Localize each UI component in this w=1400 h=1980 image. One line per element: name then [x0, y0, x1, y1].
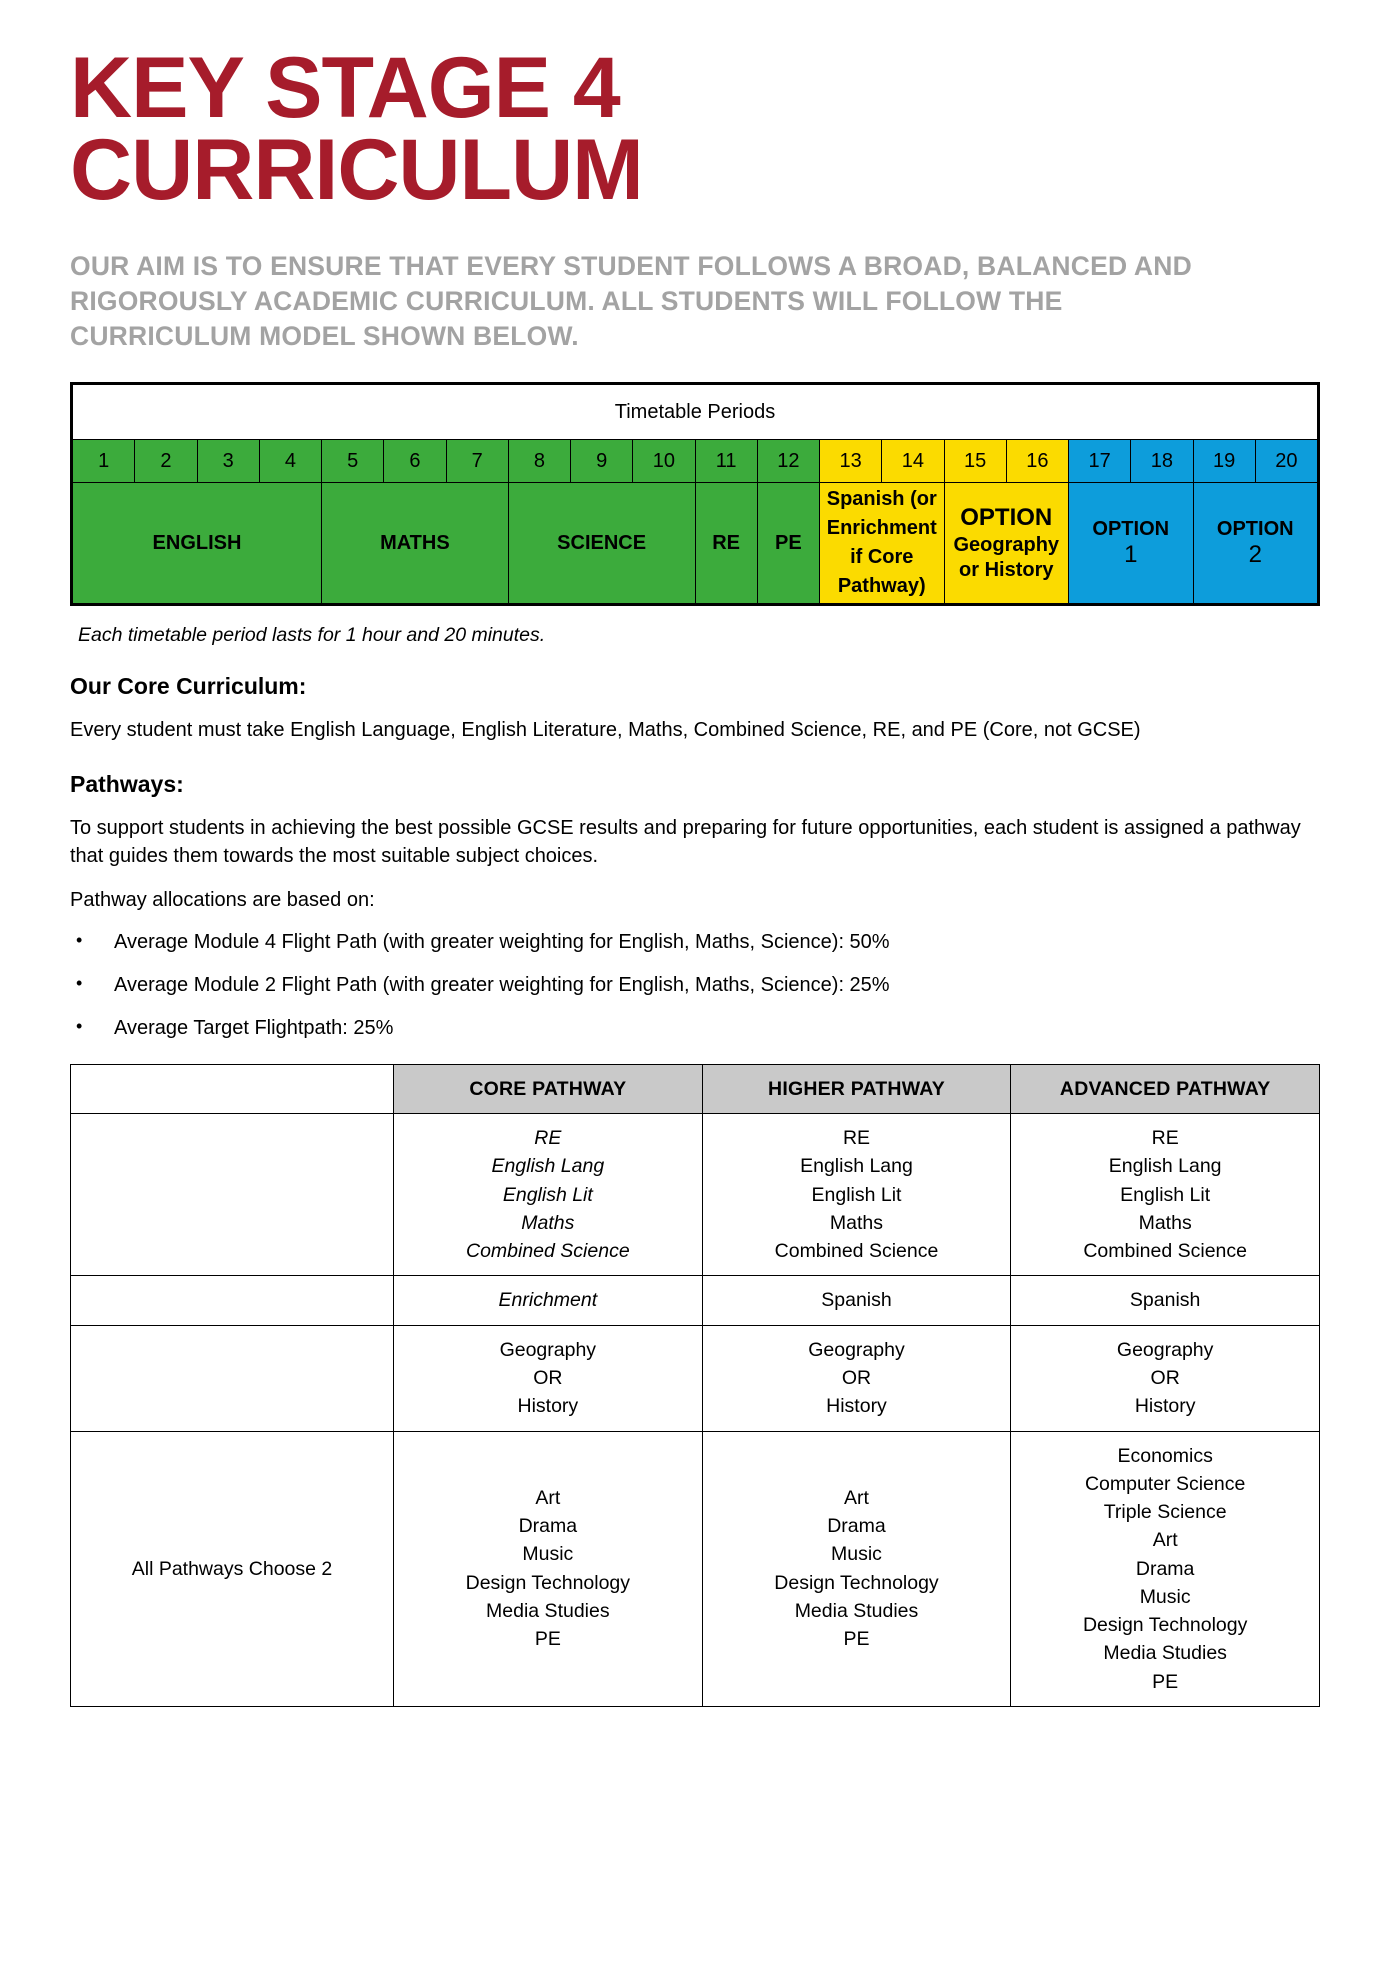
pathways-table	[70, 1064, 1320, 1707]
subject-item: Spanish	[1129, 1289, 1201, 1312]
subject-item: Combined Science	[1083, 1240, 1247, 1263]
option-gh-line1: Geography	[953, 534, 1060, 557]
subject-spanish-enrichment	[820, 483, 945, 604]
list-item: • Average Module 4 Flight Path (with greater weighting for English, Maths, Science): 50%	[70, 929, 1330, 956]
option-1-number: 1	[1124, 540, 1138, 568]
subject-item: PE	[1152, 1670, 1179, 1693]
period-cell-2: 2	[135, 440, 197, 483]
subject-item: Combined Science	[465, 1240, 630, 1263]
subject-item: English Lang	[800, 1155, 913, 1178]
timetable	[70, 382, 1320, 606]
subject-item: English Lit	[1120, 1183, 1211, 1206]
option-2-title: OPTION	[1216, 517, 1294, 540]
subject-item: Drama	[1135, 1557, 1195, 1580]
subject-item: Art	[1152, 1529, 1178, 1552]
timetable-heading: Timetable Periods	[73, 385, 1318, 440]
period-cell-12: 12	[757, 440, 819, 483]
subject-item: Music	[1139, 1585, 1191, 1608]
list-item: • Average Target Flightpath: 25%	[70, 1015, 1330, 1042]
table-row	[71, 1276, 1320, 1325]
subject-item: Drama	[518, 1515, 578, 1538]
pathways-intro-text: To support students in achieving the best possible GCSE results and preparing for future opportunities, each student is assigned a pathway that guides them towards the most suitable subject choices.	[70, 816, 1301, 868]
period-cell-3: 3	[197, 440, 259, 483]
spanish-or-text: (or	[904, 488, 937, 511]
subject-item: Maths	[829, 1211, 884, 1234]
period-cell-14: 14	[882, 440, 944, 483]
subject-pe: PE	[757, 483, 819, 604]
pathways-header-core: CORE PATHWAY	[394, 1064, 703, 1113]
period-cell-15: 15	[944, 440, 1006, 483]
subject-item: Geography	[1116, 1338, 1214, 1361]
cell-language-core	[394, 1276, 703, 1325]
page-title-line-2: CURRICULUM	[70, 121, 643, 218]
period-cell-11: 11	[695, 440, 757, 483]
list-item: • Average Module 2 Flight Path (with greater weighting for English, Maths, Science): 25%	[70, 972, 1330, 999]
period-cell-4: 4	[259, 440, 321, 483]
subject-item: Design Technology	[465, 1571, 631, 1594]
table-row	[71, 1325, 1320, 1431]
table-header-row	[71, 1064, 1320, 1113]
row-label-language	[71, 1276, 394, 1325]
pathway-allocation-list	[70, 929, 1330, 1042]
subject-item: Art	[844, 1486, 869, 1509]
period-cell-19: 19	[1193, 440, 1255, 483]
subject-item: RE	[534, 1127, 562, 1150]
cell-humanities-higher	[702, 1325, 1011, 1431]
spanish-bold-label: Spanish	[826, 488, 905, 511]
subject-item: Music	[522, 1543, 574, 1566]
pathways-based-on-label: Pathway allocations are based on:	[70, 889, 375, 912]
subject-science: SCIENCE	[508, 483, 695, 604]
cell-options-core	[394, 1431, 703, 1706]
masthead	[70, 0, 1330, 354]
subject-item: Media Studies	[1103, 1642, 1227, 1665]
option-gh-title: OPTION	[960, 504, 1053, 532]
cell-options-higher	[702, 1431, 1011, 1706]
timetable-period-row	[73, 440, 1318, 483]
subject-maths: MATHS	[322, 483, 509, 604]
subject-item: Design Technology	[1082, 1614, 1248, 1637]
cell-humanities-core	[394, 1325, 703, 1431]
cell-options-advanced	[1011, 1431, 1320, 1706]
row-label-all-pathways-choose-2: All Pathways Choose 2	[71, 1431, 394, 1706]
spanish-if-core-text: if Core	[850, 546, 914, 569]
period-cell-5: 5	[322, 440, 384, 483]
subject-item: Music	[831, 1543, 882, 1566]
subject-item: Design Technology	[774, 1571, 939, 1594]
enrichment-bold-label: Enrichment	[826, 517, 937, 540]
cell-language-higher	[702, 1276, 1011, 1325]
subject-item: History	[1134, 1395, 1196, 1418]
subject-item: History	[517, 1395, 579, 1418]
subject-item: English Lang	[1108, 1155, 1222, 1178]
subject-item: English Lang	[491, 1155, 605, 1178]
period-cell-6: 6	[384, 440, 446, 483]
subject-item: Art	[535, 1486, 561, 1509]
subject-item: Triple Science	[1103, 1501, 1227, 1524]
period-cell-20: 20	[1255, 440, 1317, 483]
subject-item: Maths	[521, 1211, 575, 1234]
subject-item: Enrichment	[498, 1289, 598, 1312]
subject-re: RE	[695, 483, 757, 604]
subject-item: Computer Science	[1084, 1472, 1246, 1495]
subject-option-geography-history	[944, 483, 1069, 604]
cell-core-subjects-core	[394, 1114, 703, 1276]
subject-item: OR	[533, 1366, 563, 1389]
core-curriculum-heading: Our Core Curriculum:	[70, 673, 307, 700]
table-row	[71, 1114, 1320, 1276]
core-curriculum-text: Every student must take English Language, English Literature, Maths, Combined Science, RE, and PE (Core, not GCSE)	[70, 719, 1141, 742]
period-cell-10: 10	[633, 440, 695, 483]
timetable-subject-row	[73, 483, 1318, 604]
period-cell-18: 18	[1131, 440, 1193, 483]
table-row	[71, 1431, 1320, 1706]
option-gh-line2: or History	[959, 559, 1054, 582]
subject-item: Economics	[1117, 1444, 1213, 1467]
subject-item: History	[826, 1395, 887, 1418]
subject-item: Combined Science	[774, 1240, 939, 1263]
timetable-heading-row	[73, 385, 1318, 440]
option-2-number: 2	[1248, 540, 1262, 568]
page-subtitle: OUR AIM IS TO ENSURE THAT EVERY STUDENT FOLLOWS A BROAD, BALANCED AND RIGOROUSLY ACADEMIC CURRICULUM. ALL STUDENTS WILL FOLLOW THE CURRICULUM MODEL SHOWN BELOW.	[70, 251, 1192, 352]
subject-item: Drama	[827, 1515, 886, 1538]
pathways-header-blank	[71, 1064, 394, 1113]
timetable-note: Each timetable period lasts for 1 hour and 20 minutes.	[78, 624, 546, 647]
page-title-line-1: KEY STAGE 4	[70, 40, 620, 136]
subject-item: Media Studies	[486, 1599, 610, 1622]
subject-item: OR	[841, 1366, 872, 1389]
subject-item: PE	[843, 1628, 870, 1651]
subject-item: Geography	[499, 1338, 597, 1361]
cell-humanities-advanced	[1011, 1325, 1320, 1431]
row-label-core-subjects	[71, 1114, 394, 1276]
subject-item: Spanish	[821, 1289, 892, 1312]
period-cell-17: 17	[1069, 440, 1131, 483]
subject-item: RE	[1151, 1127, 1179, 1150]
subject-item: Maths	[1138, 1211, 1192, 1234]
subject-item: PE	[534, 1628, 561, 1651]
pathways-header-advanced: ADVANCED PATHWAY	[1011, 1064, 1320, 1113]
subject-option-1	[1069, 483, 1194, 604]
period-cell-1: 1	[73, 440, 135, 483]
subject-item: Geography	[808, 1338, 905, 1361]
subject-item: Media Studies	[794, 1599, 919, 1622]
period-cell-8: 8	[508, 440, 570, 483]
period-cell-13: 13	[820, 440, 882, 483]
period-cell-16: 16	[1006, 440, 1068, 483]
subject-english: ENGLISH	[73, 483, 322, 604]
row-label-humanities	[71, 1325, 394, 1431]
subject-item: RE	[842, 1127, 871, 1150]
subject-item: English Lit	[811, 1183, 902, 1206]
period-cell-7: 7	[446, 440, 508, 483]
cell-core-subjects-higher	[702, 1114, 1011, 1276]
subject-item: OR	[1150, 1366, 1180, 1389]
spanish-pathway-text: Pathway)	[837, 575, 926, 598]
cell-language-advanced	[1011, 1276, 1320, 1325]
pathways-header-higher: HIGHER PATHWAY	[702, 1064, 1011, 1113]
subject-item: English Lit	[502, 1183, 593, 1206]
subject-option-2	[1193, 483, 1318, 604]
period-cell-9: 9	[571, 440, 633, 483]
page-title	[70, 40, 1330, 218]
cell-core-subjects-advanced	[1011, 1114, 1320, 1276]
pathways-heading: Pathways:	[70, 770, 184, 797]
option-1-title: OPTION	[1092, 517, 1170, 540]
